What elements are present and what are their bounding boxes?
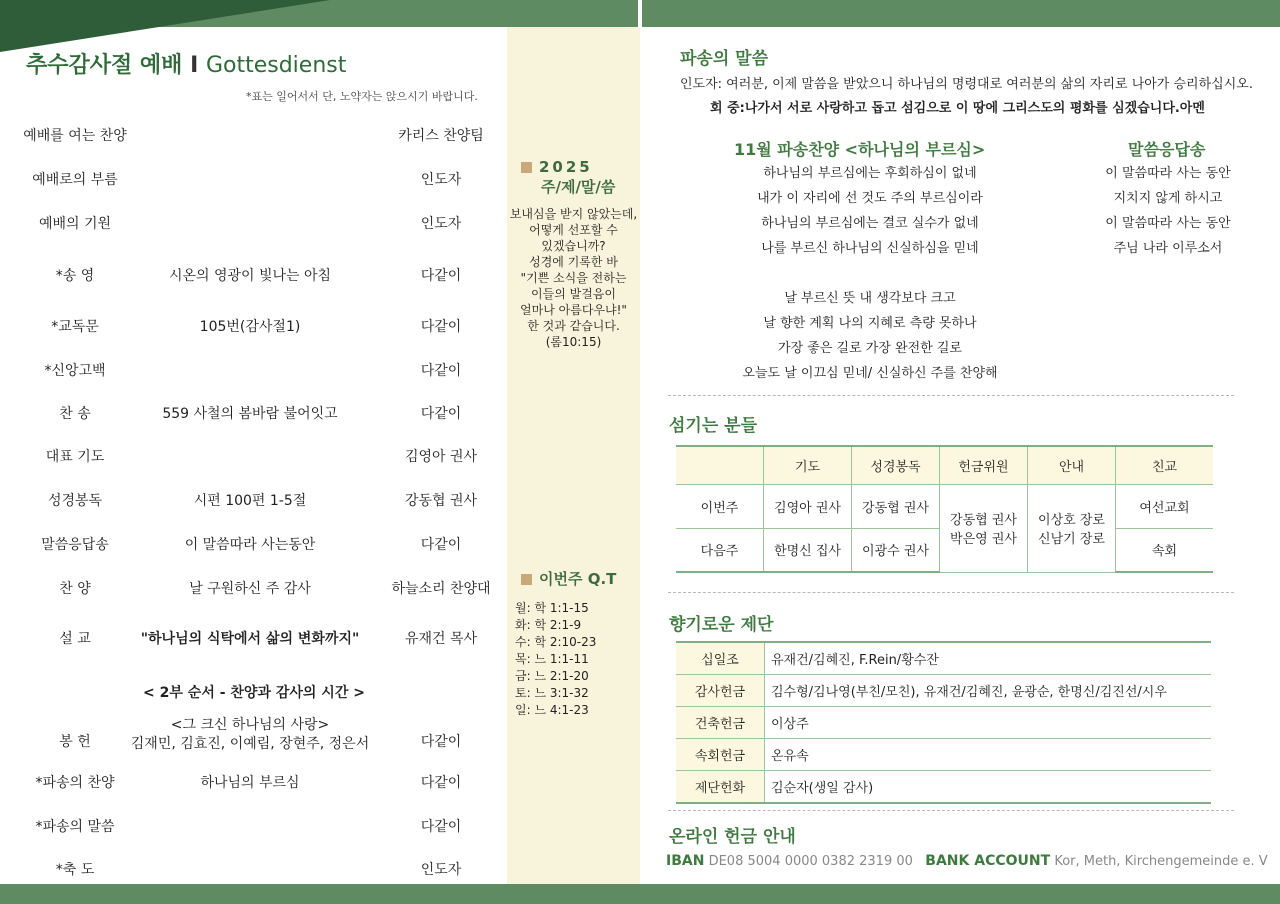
online-offering-heading: 온라인 헌금 안내	[669, 827, 796, 847]
qt-line: 토: 느 3:1-32	[515, 686, 589, 700]
order-item: 찬 송	[59, 406, 91, 422]
hymn-line: 하나님의 부르심에는 후회하심이 없네	[763, 166, 977, 181]
order-leader: 인도자	[420, 862, 462, 878]
offering-row	[676, 707, 1211, 739]
order-leader: 다같이	[420, 775, 462, 791]
servers-header-fellowship: 친교	[1116, 446, 1214, 484]
divider-line	[668, 395, 1234, 396]
servers-usher-cell: 이상호 장로 신남기 장로	[1028, 484, 1116, 572]
bottom-band	[0, 884, 1280, 904]
standing-note: *표는 일어서서 단, 노약자는 앉으시기 바랍니다.	[246, 90, 478, 103]
theme-verse-line: 이들의 발걸음이	[531, 287, 616, 301]
theme-verse-line: 성경에 기록한 바	[529, 255, 618, 269]
offering-row	[676, 675, 1211, 707]
order-leader: 다같이	[420, 537, 462, 553]
order-leader: 다같이	[420, 406, 462, 422]
sending-heading: 파송의 말씀	[680, 49, 769, 69]
qt-line: 월: 학 1:1-15	[515, 601, 589, 615]
order-row	[0, 208, 507, 238]
qt-line: 금: 느 2:1-20	[515, 669, 589, 683]
order-row	[0, 529, 507, 559]
order-leader: 다같이	[420, 363, 462, 379]
order-leader: 다같이	[420, 819, 462, 835]
iban-value: DE08 5004 0000 0382 2319 00	[708, 854, 913, 869]
order-row	[0, 854, 507, 884]
order-detail: "하나님의 식탁에서 삶의 변화까지"	[140, 631, 360, 647]
theme-column	[507, 27, 640, 884]
order-detail: 시편 100편 1-5절	[193, 493, 307, 509]
hymn-verse-2	[735, 286, 1005, 386]
order-item: *파송의 말씀	[35, 819, 115, 835]
order-leader: 인도자	[420, 216, 462, 232]
order-item: 예배를 여는 찬양	[23, 128, 127, 144]
servers-header-usher: 안내	[1028, 446, 1116, 484]
sending-leader-line: 인도자: 여러분, 이제 말씀을 받았으니 하나님의 명령대로 여러분의 삶의 자리로 나아가 승리하십시오.	[680, 77, 1253, 92]
servers-cell: 이광수 권사	[852, 528, 940, 572]
order-item: *교독문	[51, 319, 99, 335]
offering-label: 십일조	[676, 642, 765, 675]
bank-info	[666, 853, 1268, 869]
divider-line	[668, 810, 1234, 811]
order-item: *신앙고백	[44, 363, 106, 379]
order-row	[0, 398, 507, 428]
theme-verse-line: 어떻게 선포할 수	[529, 223, 618, 237]
order-leader: 인도자	[420, 172, 462, 188]
order-item: 설 교	[59, 631, 91, 647]
hymn-line: 나를 부르신 하나님의 신실하심을 믿네	[761, 241, 979, 256]
servers-cell: 강동협 권사	[852, 484, 940, 528]
qt-title: 이번주 Q.T	[521, 568, 616, 589]
order-leader: 카리스 찬양팀	[398, 128, 484, 144]
servers-row-label: 이번주	[676, 484, 764, 528]
offering-names: 김수형/김나영(부친/모친), 유재건/김혜진, 윤광순, 한명신/김진선/시우	[765, 675, 1212, 707]
servers-heading: 섬기는 분들	[669, 416, 758, 436]
order-detail: 시온의 영광이 빛나는 아침	[168, 268, 332, 284]
qt-line: 일: 느 4:1-23	[515, 703, 589, 717]
hymn-line: 오늘도 날 이끄심 믿네/ 신실하신 주를 찬양해	[742, 366, 998, 381]
offering-names: 이상주	[765, 707, 1212, 739]
offering-label: 제단헌화	[676, 771, 765, 804]
offering-row	[676, 739, 1211, 771]
order-leader: 하늘소리 찬양대	[391, 581, 491, 597]
servers-header-offering: 헌금위원	[940, 446, 1028, 484]
offering-label: 감사헌금	[676, 675, 765, 707]
offerings-heading: 향기로운 제단	[669, 615, 774, 635]
order-item: 말씀응답송	[41, 537, 109, 553]
top-corner-decoration	[0, 0, 330, 52]
theme-verse-line: 보내심을 받지 않았는데,	[509, 207, 638, 221]
response-line: 지치지 않게 하시고	[1113, 191, 1223, 206]
order-detail: 559 사철의 봄바람 불어잇고	[162, 406, 338, 422]
order-detail: 날 구원하신 주 감사	[189, 581, 311, 597]
qt-line: 목: 느 1:1-11	[515, 652, 589, 666]
response-song-lines	[1085, 161, 1251, 261]
offering-names: 온유속	[765, 739, 1212, 771]
servers-table	[676, 445, 1213, 573]
offering-names: 유재건/김혜진, F.Rein/황수잔	[765, 642, 1212, 675]
servers-row-label: 다음주	[676, 528, 764, 572]
order-item: 봉 헌	[59, 734, 91, 750]
qt-list	[515, 600, 596, 719]
offering-names: 김순자(생일 감사)	[765, 771, 1212, 804]
offerings-table	[676, 641, 1211, 804]
order-leader: 다같이	[420, 268, 462, 284]
order-item: 대표 기도	[45, 449, 105, 465]
servers-header-blank	[676, 446, 764, 484]
order-row	[0, 164, 507, 194]
top-band-right	[642, 0, 1280, 27]
order-row	[0, 811, 507, 841]
order-item: 찬 양	[59, 581, 91, 597]
servers-cell: 한명신 집사	[764, 528, 852, 572]
theme-year: 2025	[521, 158, 593, 176]
qt-line: 화: 학 2:1-9	[515, 618, 582, 632]
servers-header-prayer: 기도	[764, 446, 852, 484]
sending-people-line: 회 중:나가서 서로 사랑하고 돕고 섬김으로 이 땅에 그리스도의 평화를 심겠습니다.아멘	[710, 101, 1205, 116]
theme-verse-line: 있겠습니까?	[541, 239, 606, 253]
order-leader: 유재건 목사	[404, 631, 478, 647]
response-line: 이 말씀따라 사는 동안	[1105, 216, 1231, 231]
order-row	[0, 355, 507, 385]
order-row	[0, 441, 507, 471]
theme-verse-line: 한 것과 같습니다.	[527, 319, 620, 333]
order-leader: 다같이	[420, 319, 462, 335]
order-row	[0, 260, 507, 290]
bank-account-value: Kor, Meth, Kirchengemeinde e. V	[1054, 854, 1268, 869]
order-row	[0, 623, 507, 653]
qt-line: 수: 학 2:10-23	[515, 635, 597, 649]
servers-cell: 김영아 권사	[764, 484, 852, 528]
order-row	[0, 767, 507, 797]
order-item: *송 영	[55, 268, 95, 284]
response-song-title: 말씀응답송	[1128, 140, 1206, 159]
order-item: 예배로의 부름	[32, 172, 118, 188]
theme-verse-line: (롬10:15)	[545, 335, 602, 349]
offering-label: 속회헌금	[676, 739, 765, 771]
hymn-line: 내가 이 자리에 선 것도 주의 부르심이라	[757, 191, 983, 206]
order-row	[0, 311, 507, 341]
hymn-line: 날 부르신 뜻 내 생각보다 크고	[784, 291, 956, 306]
response-line: 주님 나라 이루소서	[1113, 241, 1223, 256]
offering-row	[676, 642, 1211, 675]
response-line: 이 말씀따라 사는 동안	[1105, 166, 1231, 181]
servers-cell: 여선교회	[1116, 484, 1214, 528]
square-bullet-icon	[521, 162, 532, 173]
page-title: 추수감사절 예배 I Gottesdienst	[26, 53, 347, 78]
order-item: 예배의 기원	[38, 216, 112, 232]
iban-label: IBAN	[666, 853, 705, 869]
bank-account-label: BANK ACCOUNT	[925, 853, 1051, 869]
order-leader: 다같이	[420, 734, 462, 750]
part2-heading: < 2부 순서 - 찬양과 감사의 시간 >	[143, 685, 365, 701]
theme-verse-line: 얼마나 아름다우냐!"	[520, 303, 627, 317]
offering-detail: <그 크신 하나님의 사랑> 김재민, 김효진, 이예림, 장현주, 정은서	[130, 717, 370, 752]
order-leader: 김영아 권사	[404, 449, 478, 465]
theme-verse-line: "기쁜 소식을 전하는	[520, 271, 627, 285]
order-item: *축 도	[55, 862, 95, 878]
square-bullet-icon	[521, 574, 532, 585]
order-item: *파송의 찬양	[35, 775, 115, 791]
hymn-line: 날 향한 계획 나의 지혜로 측량 못하나	[763, 316, 977, 331]
hymn-line: 가장 좋은 길로 가장 완전한 길로	[778, 341, 962, 356]
order-row	[0, 120, 507, 150]
order-row	[0, 485, 507, 515]
order-detail: 하나님의 부르심	[200, 775, 300, 791]
offering-row	[676, 771, 1211, 804]
servers-offering-cell: 강동협 권사 박은영 권사	[940, 484, 1028, 572]
theme-verse	[507, 206, 640, 350]
order-leader: 강동협 권사	[404, 493, 478, 509]
servers-header-reading: 성경봉독	[852, 446, 940, 484]
hymn-line: 하나님의 부르심에는 결코 실수가 없네	[761, 216, 979, 231]
offering-label: 건축헌금	[676, 707, 765, 739]
servers-cell: 속회	[1116, 528, 1214, 572]
hymn-verse-1	[735, 161, 1005, 261]
order-detail: 이 말씀따라 사는동안	[184, 537, 316, 553]
order-detail: 105번(감사절1)	[199, 319, 301, 335]
order-row	[0, 573, 507, 603]
theme-title: 주/제/말/씀	[541, 178, 616, 196]
hymn-title: 11월 파송찬양 <하나님의 부르심>	[734, 140, 986, 159]
order-item: 성경봉독	[47, 493, 103, 509]
divider-line	[668, 592, 1234, 593]
